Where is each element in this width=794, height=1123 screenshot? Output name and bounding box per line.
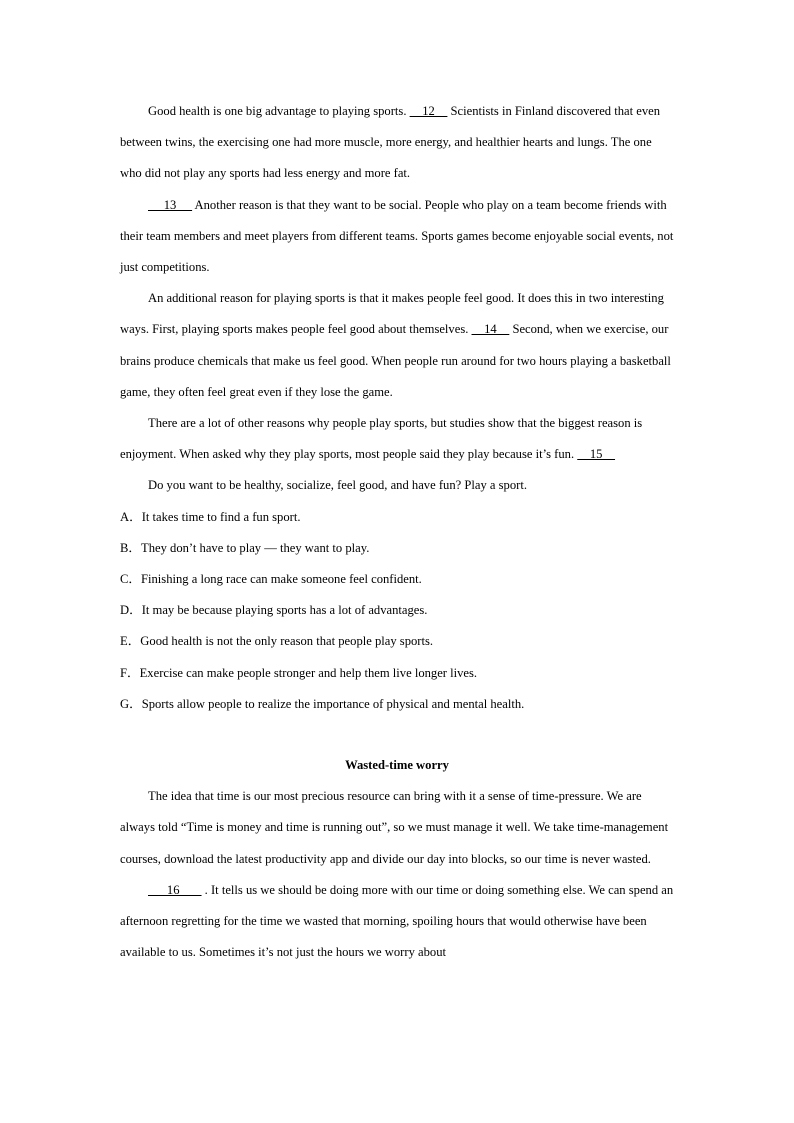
option-letter: F． (120, 665, 140, 680)
passage-title: Wasted-time worry (345, 758, 449, 773)
option-letter: D． (120, 603, 142, 618)
paragraph (120, 875, 674, 969)
option-a (120, 502, 674, 533)
option-e (120, 626, 674, 657)
option-text: Exercise can make people stronger and help them live longer lives. (139, 665, 478, 680)
text: Second, when we exercise, our brains produce chemicals that make us feel good. When people run around for two hours playing a basketball game, they often feel great even if they lose the game. (120, 322, 671, 399)
text: Good health is one big advantage to playing sports. (148, 104, 410, 118)
blank-16: 16 (148, 882, 202, 897)
option-letter: E． (120, 634, 141, 649)
text: There are a lot of other reasons why people play sports, but studies show that the biggest reason is enjoyment. When asked why they play sports, most people said they play because it’s fun. (120, 416, 643, 462)
option-text: It may be because playing sports has a lot of advantages. (141, 603, 428, 618)
paragraph: Do you want to be healthy, socialize, feel good, and have fun? Play a sport. (148, 478, 527, 493)
paragraph (120, 190, 674, 284)
spacer (120, 720, 674, 750)
option-f (120, 658, 674, 689)
option-letter: B． (120, 540, 141, 555)
option-text: Finishing a long race can make someone feel confident. (141, 572, 422, 587)
blank-14: 14 (471, 322, 510, 337)
blank-13: 13 (148, 197, 193, 212)
option-text: Sports allow people to realize the importance of physical and mental health. (141, 696, 525, 711)
option-g (120, 689, 674, 720)
text: An additional reason for playing sports is that it makes people feel good. It does this in two interesting ways. First, playing sports makes people feel good about themselves. (120, 291, 664, 337)
blank-15: 15 (577, 447, 616, 462)
paragraph (120, 408, 674, 470)
option-d (120, 595, 674, 626)
paragraph (120, 283, 674, 408)
option-text: Good health is not the only reason that people play sports. (140, 634, 434, 649)
text: Another reason is that they want to be social. People who play on a team become friends with their team members and meet players from different teams. Sports games become enjoyable social events, not just competitions. (120, 197, 674, 275)
option-letter: C． (120, 572, 141, 587)
option-c (120, 564, 674, 595)
blank-12: 12 (409, 104, 448, 118)
option-letter: G． (120, 696, 142, 711)
option-text: It takes time to find a fun sport. (141, 509, 301, 524)
document-page (120, 96, 674, 968)
option-b (120, 533, 674, 564)
text: . It tells us we should be doing more with our time or doing something else. We can spend an afternoon regretting for the time we wasted that morning, spoiling hours that would otherwise have been available to us. Sometimes it’s not just the hours we worry about (120, 882, 674, 960)
paragraph: The idea that time is our most precious resource can bring with it a sense of time-pressure. We are always told “Time is money and time is running out”, so we must manage it well. We take time-management courses, download the latest productivity app and divide our day into blocks, so our time is never wasted. (120, 789, 669, 866)
text: Scientists in Finland discovered that even between twins, the exercising one had more muscle, more energy, and healthier hearts and lungs. The one who did not play any sports had less energy and more fat. (120, 104, 661, 181)
paragraph (120, 96, 674, 190)
option-letter: A． (120, 509, 142, 524)
option-text: They don’t have to play — they want to play. (141, 540, 370, 555)
